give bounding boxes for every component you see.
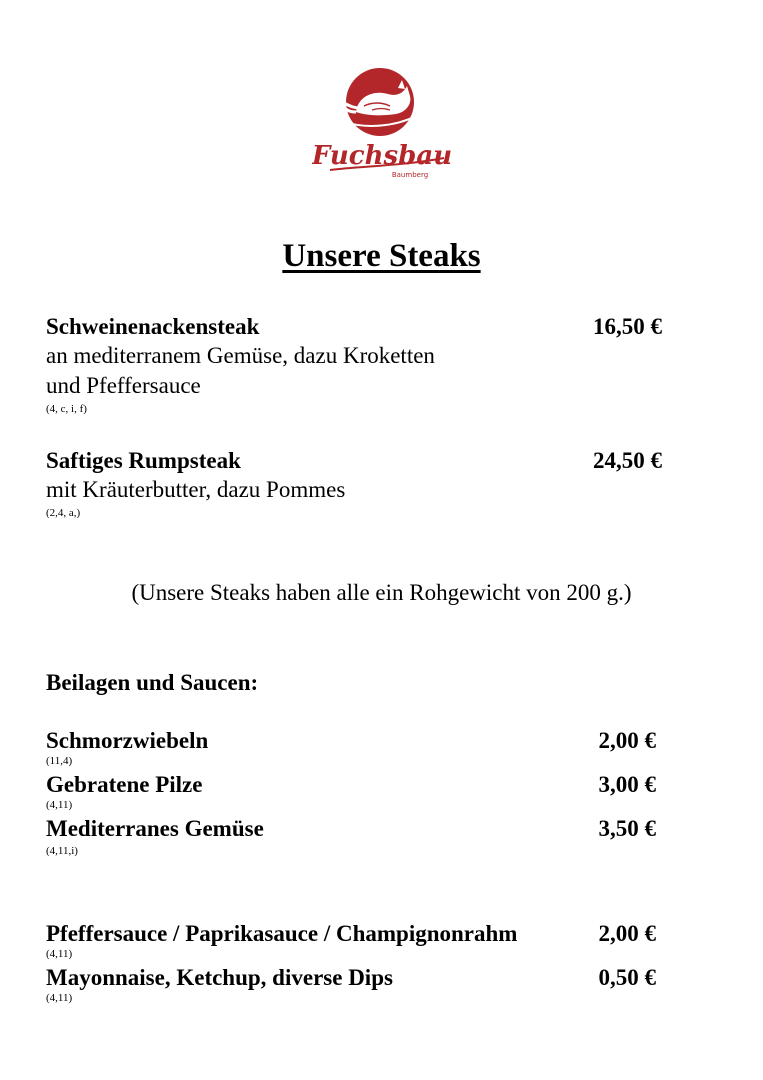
logo-sub-text: Baumberg bbox=[391, 171, 429, 179]
logo-brand-text: Fuchsbau bbox=[312, 141, 452, 171]
steak-name: Schweinenackensteak bbox=[46, 314, 260, 339]
allergen-codes: (11,4) bbox=[46, 755, 73, 767]
allergen-codes: (4,11,i) bbox=[46, 845, 78, 857]
allergen-codes: (2,4, a,) bbox=[46, 507, 81, 519]
steak-description-line: und Pfeffersauce bbox=[46, 373, 201, 398]
steak-description-line: an mediterranem Gemüse, dazu Kroketten bbox=[46, 343, 435, 368]
side-name: Schmorzwiebeln bbox=[46, 728, 209, 753]
side-price: 2,00 € bbox=[598, 728, 656, 753]
fox-icon bbox=[312, 66, 452, 182]
steak-price: 16,50 € bbox=[593, 314, 662, 339]
sauce-name: Pfeffersauce / Paprikasauce / Champignonrahm bbox=[46, 921, 518, 946]
allergen-codes: (4,11) bbox=[46, 992, 73, 1004]
section-heading: Beilagen und Saucen: bbox=[46, 670, 259, 695]
allergen-codes: (4, c, i, f) bbox=[46, 403, 87, 415]
side-price: 3,50 € bbox=[598, 816, 656, 841]
weight-note: (Unsere Steaks haben alle ein Rohgewicht von 200 g.) bbox=[131, 580, 632, 605]
side-name: Mediterranes Gemüse bbox=[46, 816, 264, 841]
page-title: Unsere Steaks bbox=[282, 238, 481, 274]
steak-price: 24,50 € bbox=[593, 448, 662, 473]
sauce-name: Mayonnaise, Ketchup, diverse Dips bbox=[46, 965, 393, 990]
steak-name: Saftiges Rumpsteak bbox=[46, 448, 241, 473]
steak-description-line: mit Kräuterbutter, dazu Pommes bbox=[46, 477, 346, 502]
logo bbox=[312, 66, 452, 182]
sauce-price: 2,00 € bbox=[598, 921, 656, 946]
side-name: Gebratene Pilze bbox=[46, 772, 203, 797]
sauce-price: 0,50 € bbox=[598, 965, 656, 990]
allergen-codes: (4,11) bbox=[46, 948, 73, 960]
side-price: 3,00 € bbox=[598, 772, 656, 797]
allergen-codes: (4,11) bbox=[46, 799, 73, 811]
